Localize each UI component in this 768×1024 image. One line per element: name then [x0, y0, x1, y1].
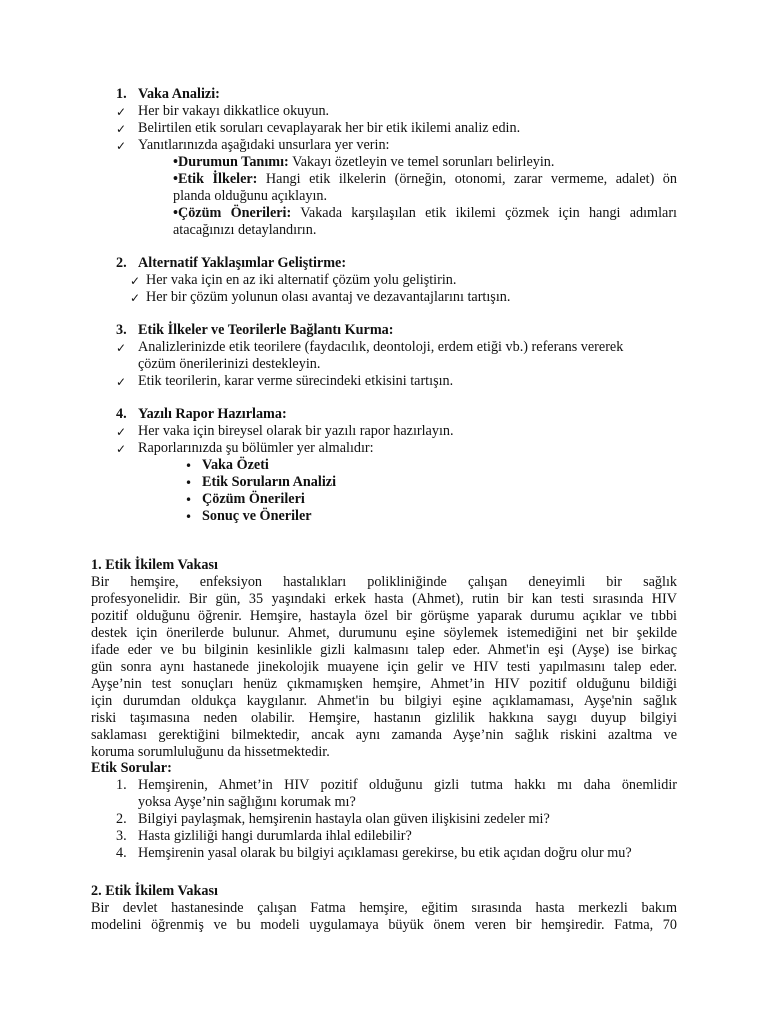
case-title: 1. Etik İkilem Vakası — [91, 557, 218, 573]
checkmark-icon: ✓ — [116, 105, 127, 119]
bullet-icon: • — [185, 476, 193, 490]
case-paragraph-line: gün sonra aynı hastanede jinekolojik muayene için gelir ve HIV testi yapılmasını talep eder. — [91, 659, 677, 675]
section-number: 3. — [116, 322, 127, 338]
sub-item-etik-ilkeler — [173, 171, 677, 188]
sub-item-cozum-onerileri — [173, 205, 677, 222]
sub-item-durumun-tanimi — [173, 154, 677, 171]
sub-item-label: Çözüm Önerileri: — [177, 205, 292, 221]
list-item: Her vaka için bireysel olarak bir yazılı rapor hazırlayın. — [138, 423, 454, 439]
bullet-icon: • — [173, 154, 178, 170]
sub-item-text: Vakayı özetleyin ve temel sorunları belirleyin. — [292, 154, 555, 170]
list-item: Analizlerinizde etik teorilere (faydacılık, deontoloji, erdem etiği vb.) referans vererek — [138, 339, 624, 355]
case-paragraph-line: Bir hemşire, enfeksiyon hastalıkları polikliniğinde çalışan deneyimli bir sağlık — [91, 574, 677, 590]
bullet-icon: • — [185, 510, 193, 524]
list-item-continued: çözüm önerilerinizi destekleyin. — [138, 356, 321, 372]
case-paragraph-line: saklaması gerektiğini bilmektedir, ancak aynı zamanda Ayşe’nin sağlık riskini azaltma ve — [91, 727, 677, 743]
checkmark-icon: ✓ — [116, 122, 127, 136]
bullet-icon: • — [173, 171, 178, 187]
case-paragraph-line: Ayşe’nin test sonuçları henüz çıkmamışken hemşire, Ahmet’in HIV pozitif olduğunu bildiği — [91, 676, 677, 692]
section-number: 4. — [116, 406, 127, 422]
list-item: Etik teorilerin, karar verme sürecindeki etkisini tartışın. — [138, 373, 454, 389]
case-title: 2. Etik İkilem Vakası — [91, 883, 218, 899]
case-paragraph-line: destek için önerilerde bulunur. Ahmet, durumunu eşine söylemek istemediğini net bir şekilde — [91, 625, 677, 641]
section-title: Etik İlkeler ve Teorilerle Bağlantı Kurma: — [138, 322, 394, 338]
section-number: 2. — [116, 255, 127, 271]
sub-item-label: Etik İlkeler: — [177, 171, 258, 187]
sub-item-text-continued: planda olduğunu açıklayın. — [173, 188, 328, 204]
sub-item-text-continued: atacağınızı detaylandırın. — [173, 222, 317, 238]
checkmark-icon: ✓ — [130, 291, 141, 305]
case-paragraph-line: ifade eder ve bu bilginin kesinlikle gizli kalmasını talep eder. Ahmet'in eşi (Ayşe) ise birkaç — [91, 642, 677, 658]
question-item: Hasta gizliliği hangi durumlarda ihlal edilebilir? — [138, 828, 412, 844]
sub-item-label: Durumun Tanımı: — [177, 154, 289, 170]
list-item: Her bir vakayı dikkatlice okuyun. — [138, 103, 330, 119]
checkmark-icon: ✓ — [116, 442, 127, 456]
checkmark-icon: ✓ — [116, 425, 127, 439]
sub-item-text: Vakada karşılaşılan etik ikilemi çözmek için hangi adımları — [300, 205, 677, 221]
section-number: 1. — [116, 86, 127, 102]
checkmark-icon: ✓ — [116, 375, 127, 389]
case-paragraph-line: koruma sorumluluğunu da hissetmektedir. — [91, 744, 330, 760]
question-number: 1. — [116, 777, 127, 793]
list-item: Belirtilen etik soruları cevaplayarak her bir etik ikilemi analiz edin. — [138, 120, 521, 136]
bullet-item: Vaka Özeti — [202, 457, 269, 473]
bullet-icon: • — [185, 493, 193, 507]
case-paragraph-line: Bir devlet hastanesinde çalışan Fatma hemşire, eğitim sırasında hasta merkezli bakım — [91, 900, 677, 916]
list-item: Raporlarınızda şu bölümler yer almalıdır: — [138, 440, 374, 456]
bullet-icon: • — [173, 205, 178, 221]
bullet-item: Sonuç ve Öneriler — [202, 508, 312, 524]
case-paragraph-line: için durumdan oldukça kaygılanır. Ahmet'in bu bilgiyi eşine açıklamaması, Ayşe'nin sağlık — [91, 693, 677, 709]
case-paragraph-line: pozitif olduğunu öğrenir. Hemşire, hastayla özel bir görüşme yaparak durumu açıklar ve tıbbi — [91, 608, 677, 624]
section-title: Yazılı Rapor Hazırlama: — [138, 406, 287, 422]
question-item-continued: yoksa Ayşe’nin sağlığını korumak mı? — [138, 794, 356, 810]
question-item: Bilgiyi paylaşmak, hemşirenin hastayla olan güven ilişkisini zedeler mi? — [138, 811, 550, 827]
case-paragraph-line: profesyonelidir. Bir gün, 35 yaşındaki erkek hasta (Ahmet), rutin bir kan testi sırasında HIV — [91, 591, 677, 607]
checkmark-icon: ✓ — [116, 341, 127, 355]
question-number: 3. — [116, 828, 127, 844]
question-number: 2. — [116, 811, 127, 827]
list-item: Yanıtlarınızda aşağıdaki unsurlara yer verin: — [138, 137, 390, 153]
section-title: Alternatif Yaklaşımlar Geliştirme: — [138, 255, 347, 271]
bullet-icon: • — [185, 459, 193, 473]
question-number: 4. — [116, 845, 127, 861]
case-paragraph-line: modelini öğrenmiş ve bu modeli uygulamaya büyük önem veren bir hemşiredir. Fatma, 70 — [91, 917, 677, 933]
questions-title: Etik Sorular: — [91, 760, 172, 776]
list-item: Her vaka için en az iki alternatif çözüm yolu geliştirin. — [146, 272, 457, 288]
question-item: Hemşirenin, Ahmet’in HIV pozitif olduğunu gizli tutma hakkı mı daha önemlidir — [138, 777, 677, 793]
section-title: Vaka Analizi: — [138, 86, 220, 102]
case-paragraph-line: riski taşımasına neden olabilir. Hemşire, hastanın gizlilik hakkına saygı duyup bilgiyi — [91, 710, 677, 726]
checkmark-icon: ✓ — [130, 274, 141, 288]
question-item: Hemşirenin yasal olarak bu bilgiyi açıklaması gerekirse, bu etik açıdan doğru olur mu? — [138, 845, 632, 861]
bullet-item: Çözüm Önerileri — [202, 491, 305, 507]
checkmark-icon: ✓ — [116, 139, 127, 153]
bullet-item: Etik Soruların Analizi — [202, 474, 337, 490]
list-item: Her bir çözüm yolunun olası avantaj ve dezavantajlarını tartışın. — [146, 289, 511, 305]
sub-item-text: Hangi etik ilkelerin (örneğin, otonomi, zarar vermeme, adalet) ön — [265, 171, 677, 187]
